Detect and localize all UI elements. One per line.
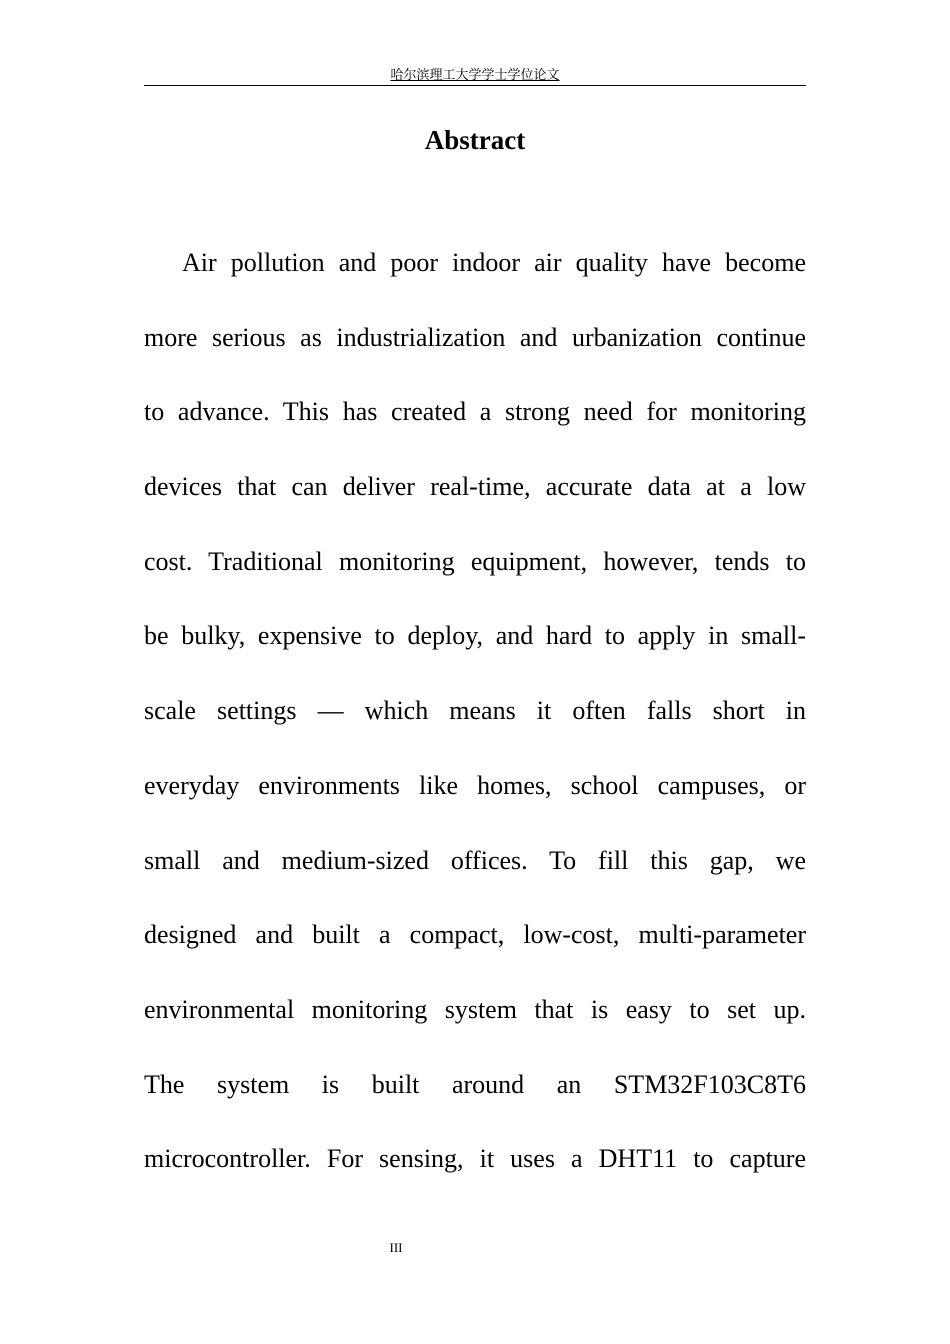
text-line: cost. Traditional monitoring equipment, however, tends to <box>144 546 806 576</box>
running-header-text: 哈尔滨理工大学学士学位论文 <box>390 67 560 82</box>
text-line: everyday environments like homes, school campuses, or <box>144 770 806 800</box>
text-line: scale settings — which means it often falls short in <box>144 696 806 726</box>
text-line: be bulky, expensive to deploy, and hard to apply in small- <box>144 621 806 651</box>
text-line: designed and built a compact, low-cost, multi-parameter <box>144 920 806 950</box>
text-line: small and medium-sized offices. To fill this gap, we <box>144 845 806 875</box>
text-line: devices that can deliver real-time, accurate data at a low <box>144 472 806 502</box>
page-number: III <box>389 1240 403 1255</box>
abstract-body <box>144 226 806 1197</box>
text-line: The system is built around an STM32F103C8T6 <box>144 1069 806 1099</box>
text-line: more serious as industrialization and urbanization continue <box>144 322 806 352</box>
text-line: microcontroller. For sensing, it uses a DHT11 to capture <box>144 1144 806 1174</box>
running-header <box>144 66 806 84</box>
header-rule <box>144 85 806 86</box>
abstract-title: Abstract <box>424 125 526 155</box>
text-line: Air pollution and poor indoor air quality have become <box>182 248 806 277</box>
text-line: environmental monitoring system that is easy to set up. <box>144 994 806 1024</box>
text-line: to advance. This has created a strong need for monitoring <box>144 397 806 427</box>
